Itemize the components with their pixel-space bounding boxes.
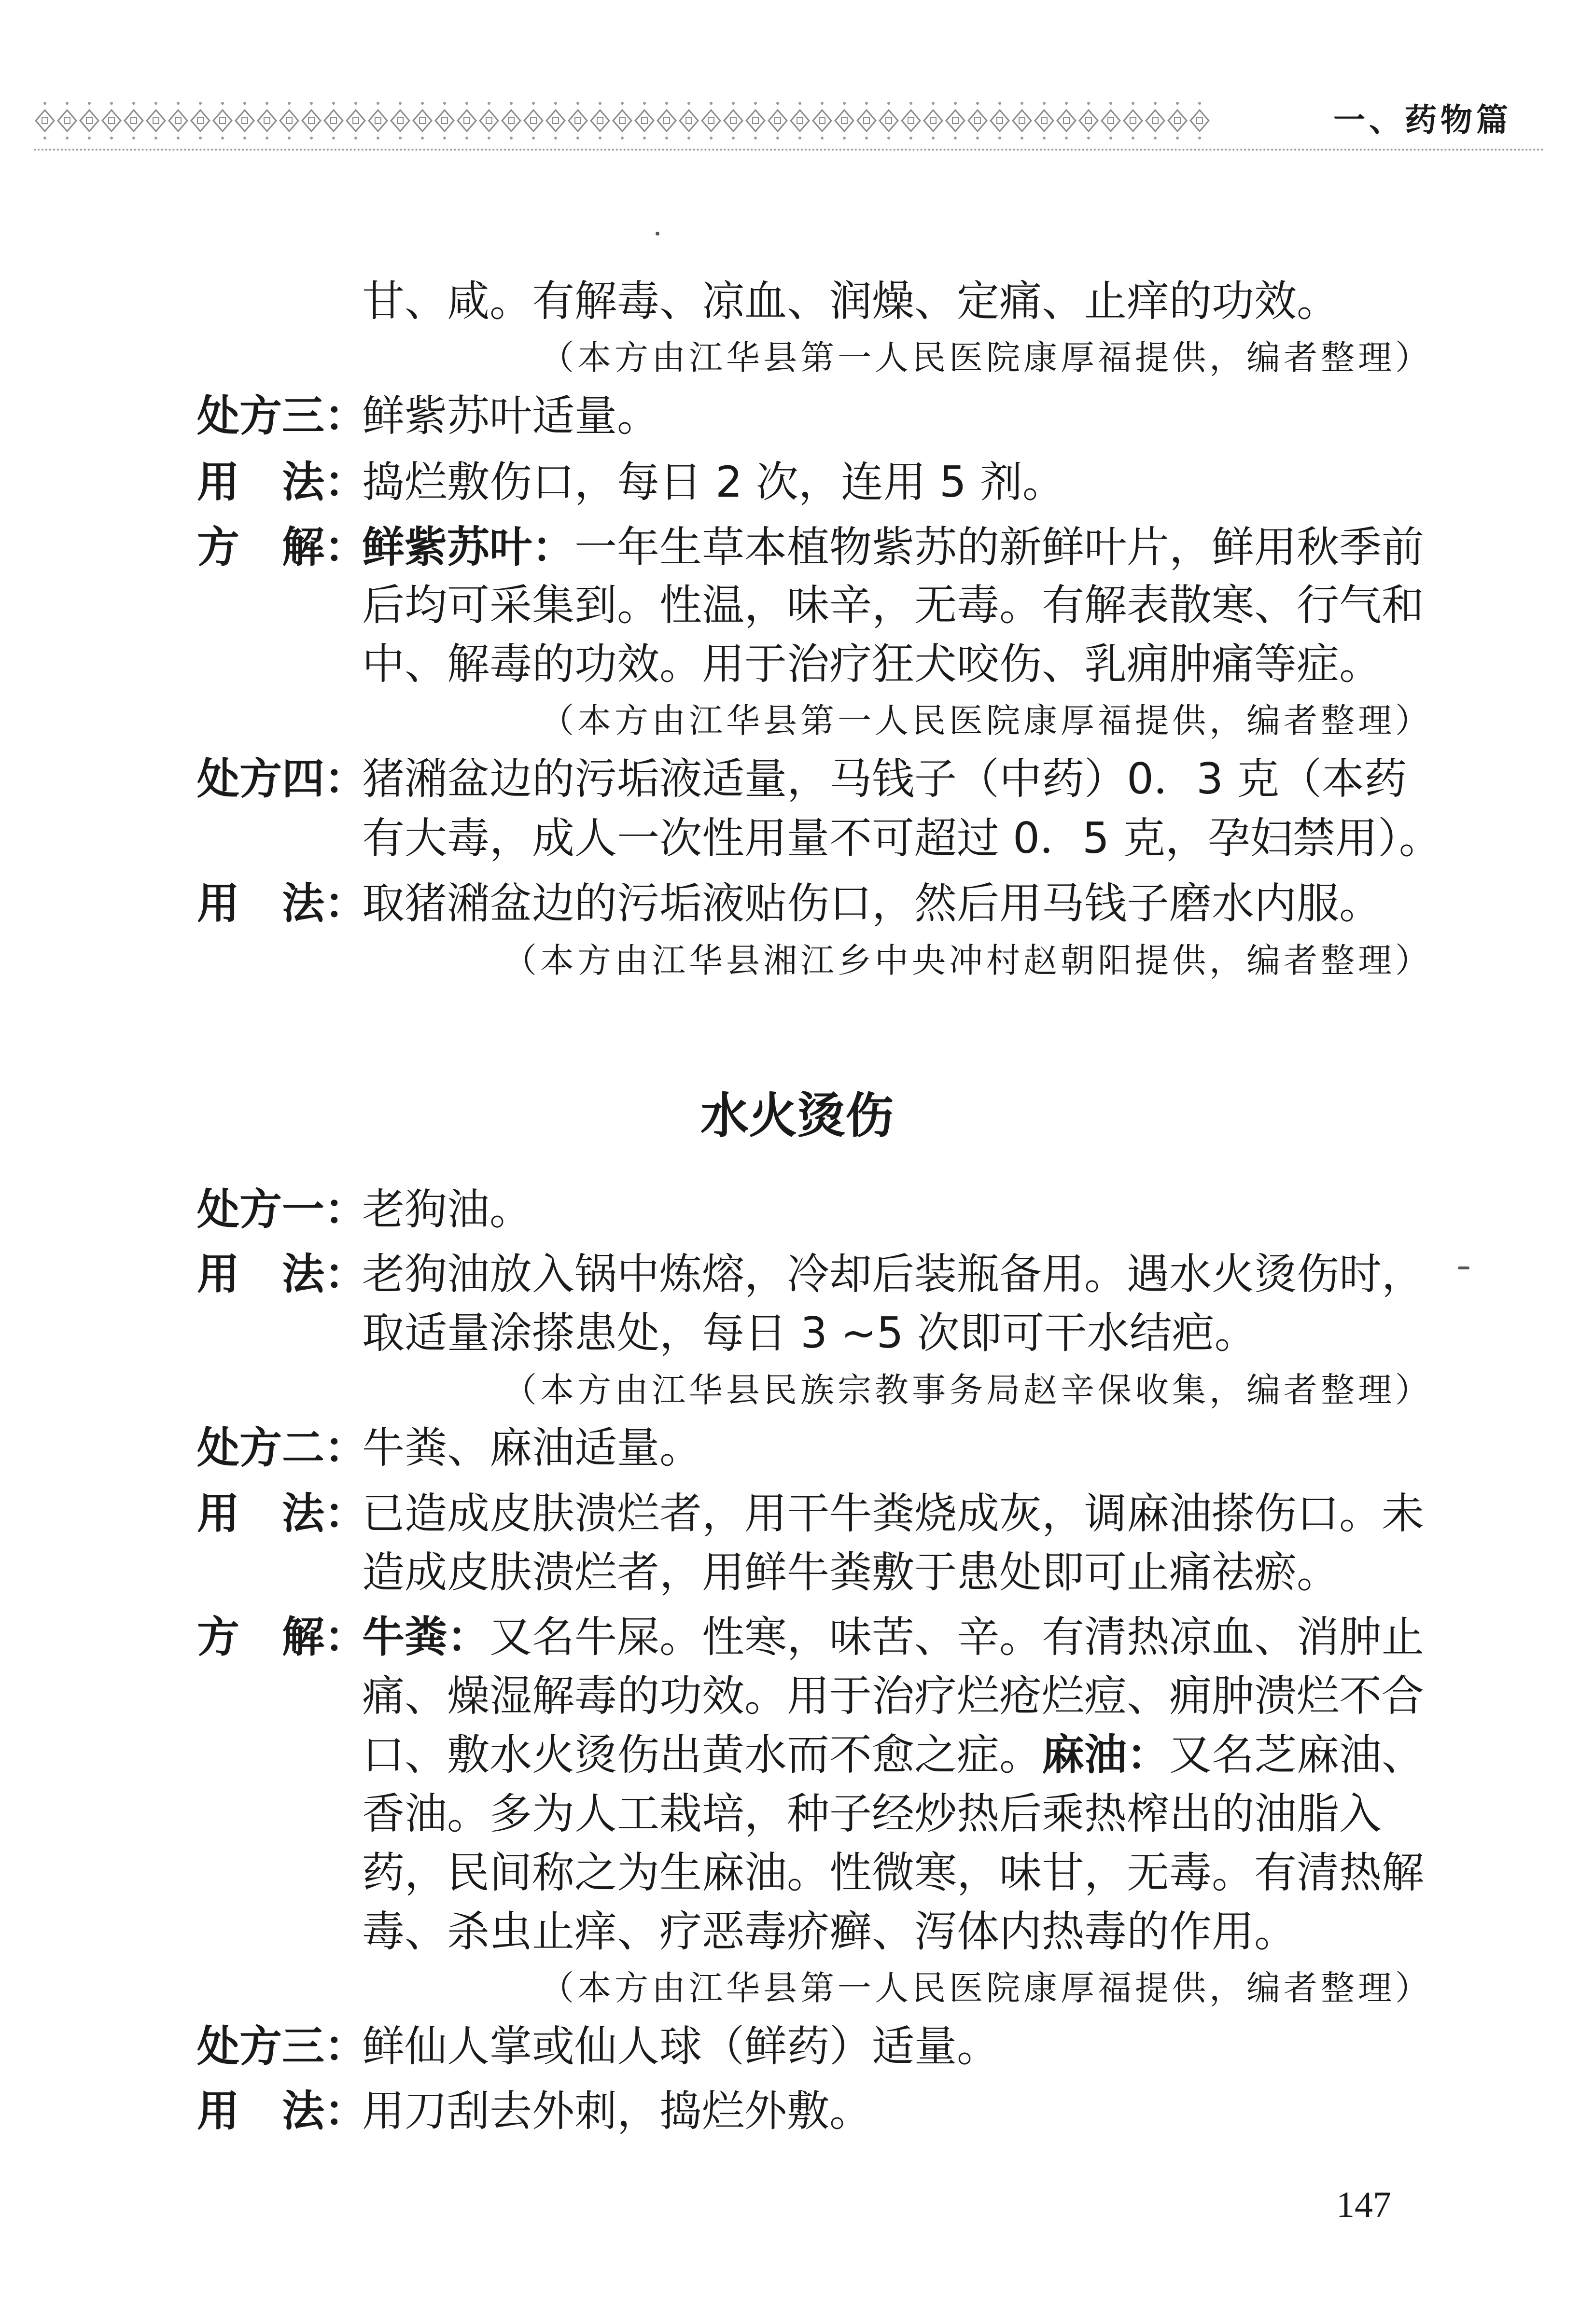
- explanation-text: 口、敷水火烫伤出黄水而不愈之症。: [362, 1730, 1042, 1780]
- section-heading: 水火烫伤: [700, 1087, 894, 1144]
- section-title: 一、药物篇: [1333, 101, 1512, 139]
- rx4-line1: 猪潲盆边的污垢液适量，马钱子（中药）0．3 克（本药: [362, 754, 1407, 804]
- page-number: 147: [1336, 2185, 1391, 2225]
- usage-label: 用 法：: [197, 457, 367, 507]
- explanation2-line6: 毒、杀虫止痒、疗恶毒疥癣、泻体内热毒的作用。: [362, 1907, 1297, 1956]
- rx2-label: 处方二：: [197, 1423, 367, 1473]
- credit-line: （本方由江华县第一人民医院康厚福提供，编者整理）: [540, 338, 1432, 377]
- explanation-label: 方 解：: [197, 522, 367, 572]
- credit-line: （本方由江华县第一人民医院康厚福提供，编者整理）: [540, 1968, 1432, 2008]
- explanation3-line1: [362, 522, 1425, 572]
- rx3b-text: 鲜仙人掌或仙人球（鲜药）适量。: [362, 2021, 1000, 2071]
- usage-label: 用 法：: [197, 1249, 367, 1299]
- rx1-text: 老狗油。: [362, 1184, 532, 1234]
- usage1-line2: 取适量涂搽患处，每日 3 ~5 次即可干水结疤。: [362, 1308, 1257, 1358]
- rx3b-label: 处方三：: [197, 2021, 367, 2071]
- rx3-label: 处方三：: [197, 391, 367, 441]
- usage4-text: 取猪潲盆边的污垢液贴伤口，然后用马钱子磨水内服。: [362, 878, 1382, 928]
- scan-speck: [1458, 1266, 1469, 1269]
- usage-label: 用 法：: [197, 1489, 367, 1538]
- herb-keyword: 牛粪：: [362, 1612, 490, 1662]
- explanation-text: 又名牛屎。性寒，味苦、辛。有清热凉血、消肿止: [489, 1612, 1425, 1662]
- usage-label: 用 法：: [197, 878, 367, 928]
- scan-speck: [656, 232, 659, 236]
- usage2-line1: 已造成皮肤溃烂者，用干牛粪烧成灰，调麻油搽伤口。未: [362, 1489, 1425, 1538]
- explanation3-line3: 中、解毒的功效。用于治疗狂犬咬伤、乳痈肿痛等症。: [362, 639, 1382, 689]
- credit-line: （本方由江华县湘江乡中央冲村赵朝阳提供，编者整理）: [503, 941, 1432, 980]
- usage2-line2: 造成皮肤溃烂者，用鲜牛粪敷于患处即可止痛祛瘀。: [362, 1547, 1340, 1597]
- usage-label: 用 法：: [197, 2086, 367, 2136]
- explanation2-line4: 香油。多为人工栽培，种子经炒热后乘热榨出的油脂入: [362, 1789, 1382, 1838]
- credit-line: （本方由江华县第一人民医院康厚福提供，编者整理）: [540, 701, 1432, 740]
- herb-keyword: 麻油：: [1042, 1730, 1170, 1780]
- herb-keyword: 鲜紫苏叶：: [362, 522, 575, 572]
- explanation2-line2: 痛、燥湿解毒的功效。用于治疗烂疮烂痘、痈肿溃烂不合: [362, 1671, 1425, 1721]
- rx2-text: 牛粪、麻油适量。: [362, 1423, 702, 1473]
- explanation2-line5: 药，民间称之为生麻油。性微寒，味甘，无毒。有清热解: [362, 1848, 1425, 1897]
- explanation-text: 一年生草本植物紫苏的新鲜叶片，鲜用秋季前: [574, 522, 1425, 572]
- rx1-label: 处方一：: [197, 1184, 367, 1234]
- explanation3-line2: 后均可采集到。性温，味辛，无毒。有解表散寒、行气和: [362, 580, 1425, 630]
- rx4-label: 处方四：: [197, 754, 367, 804]
- usage3b-text: 用刀刮去外刺，捣烂外敷。: [362, 2086, 872, 2136]
- explanation-text: 又名芝麻油、: [1169, 1730, 1425, 1780]
- usage1-line1: 老狗油放入锅中炼熔，冷却后装瓶备用。遇水火烫伤时，: [362, 1249, 1425, 1299]
- explanation-label: 方 解：: [197, 1612, 367, 1662]
- rx4-line2: 有大毒，成人一次性用量不可超过 0．5 克，孕妇禁用）。: [362, 813, 1441, 863]
- rx3-text: 鲜紫苏叶适量。: [362, 391, 660, 441]
- header-ornament-border: [34, 97, 1212, 145]
- credit-line: （本方由江华县民族宗教事务局赵辛保收集，编者整理）: [503, 1370, 1432, 1410]
- usage3-text: 捣烂敷伤口，每日 2 次，连用 5 剂。: [362, 457, 1065, 507]
- explanation2-line1: [362, 1612, 1425, 1662]
- header-rule: [34, 149, 1545, 151]
- continuation-line: 甘、咸。有解毒、凉血、润燥、定痛、止痒的功效。: [362, 276, 1340, 326]
- explanation2-line3: [362, 1730, 1425, 1780]
